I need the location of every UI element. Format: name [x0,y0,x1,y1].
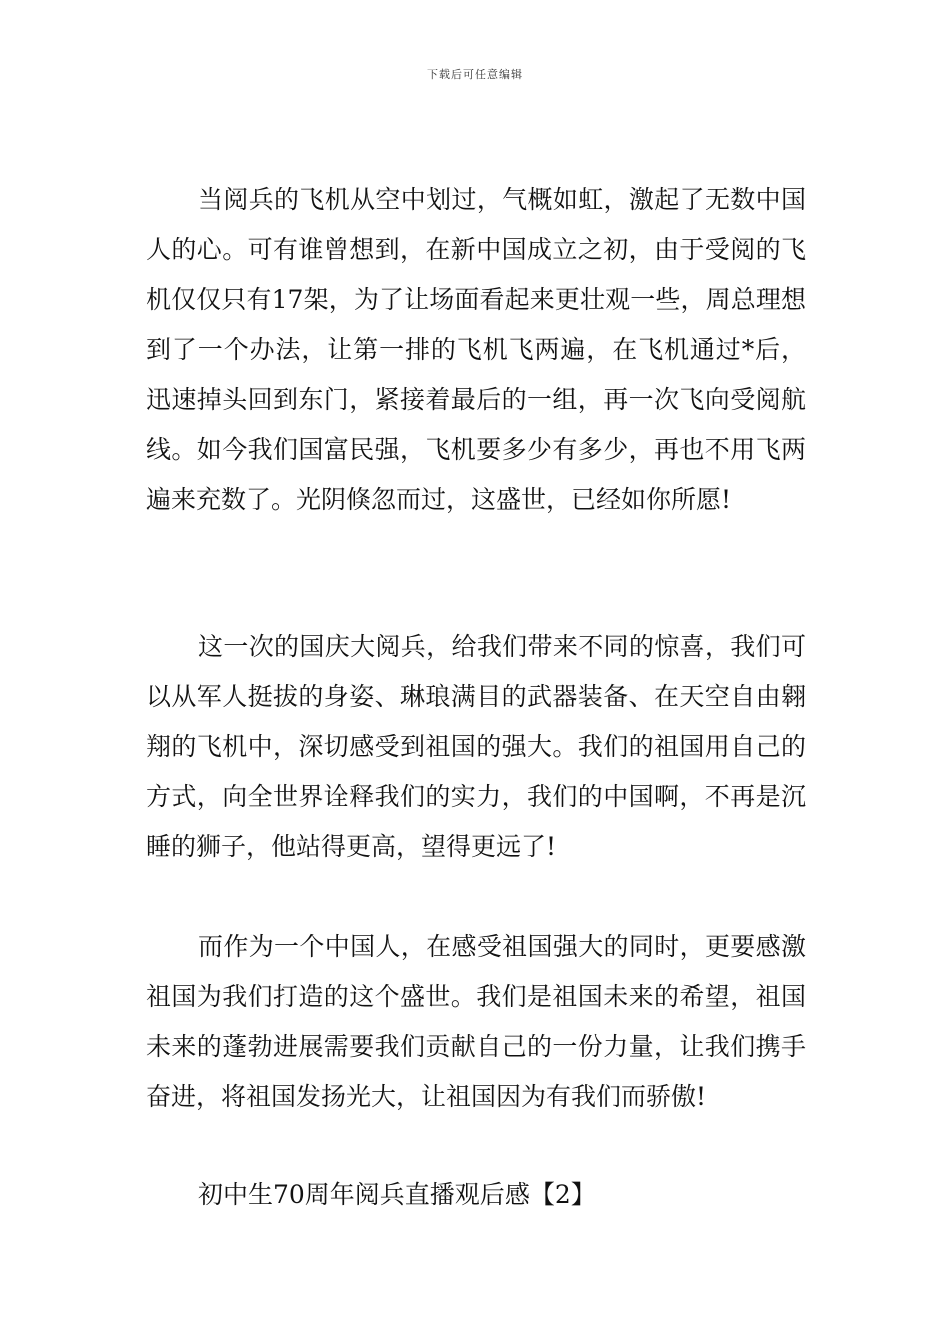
body-paragraph-2: 这一次的国庆大阅兵，给我们带来不同的惊喜，我们可以从军人挺拔的身姿、琳琅满目的武器装备、在天空自由翱翔的飞机中，深切感受到祖国的强大。我们的祖国用自己的方式，向全世界诠释我们的实力，我们的中国啊，不再是沉睡的狮子，他站得更高，望得更远了! [146,632,806,861]
body-paragraph-1: 当阅兵的飞机从空中划过，气概如虹，激起了无数中国人的心。可有谁曾想到，在新中国成立之初，由于受阅的飞机仅仅只有17架，为了让场面看起来更壮观一些，周总理想到了一个办法，让第一排的飞机飞两遍，在飞机通过*后，迅速掉头回到东门，紧接着最后的一组，再一次飞向受阅航线。如今我们国富民强，飞机要多少有多少，再也不用飞两遍来充数了。光阴倏忽而过，这盛世，已经如你所愿! [146,185,806,514]
body-paragraph-3: 而作为一个中国人，在感受祖国强大的同时，更要感激祖国为我们打造的这个盛世。我们是祖国未来的希望，祖国未来的蓬勃进展需要我们贡献自己的一份力量，让我们携手奋进，将祖国发扬光大，让祖国因为有我们而骄傲! [146,932,806,1111]
page-header-note: 下载后可任意编辑 [427,68,523,81]
section-heading: 初中生70周年阅兵直播观后感【2】 [198,1180,596,1209]
